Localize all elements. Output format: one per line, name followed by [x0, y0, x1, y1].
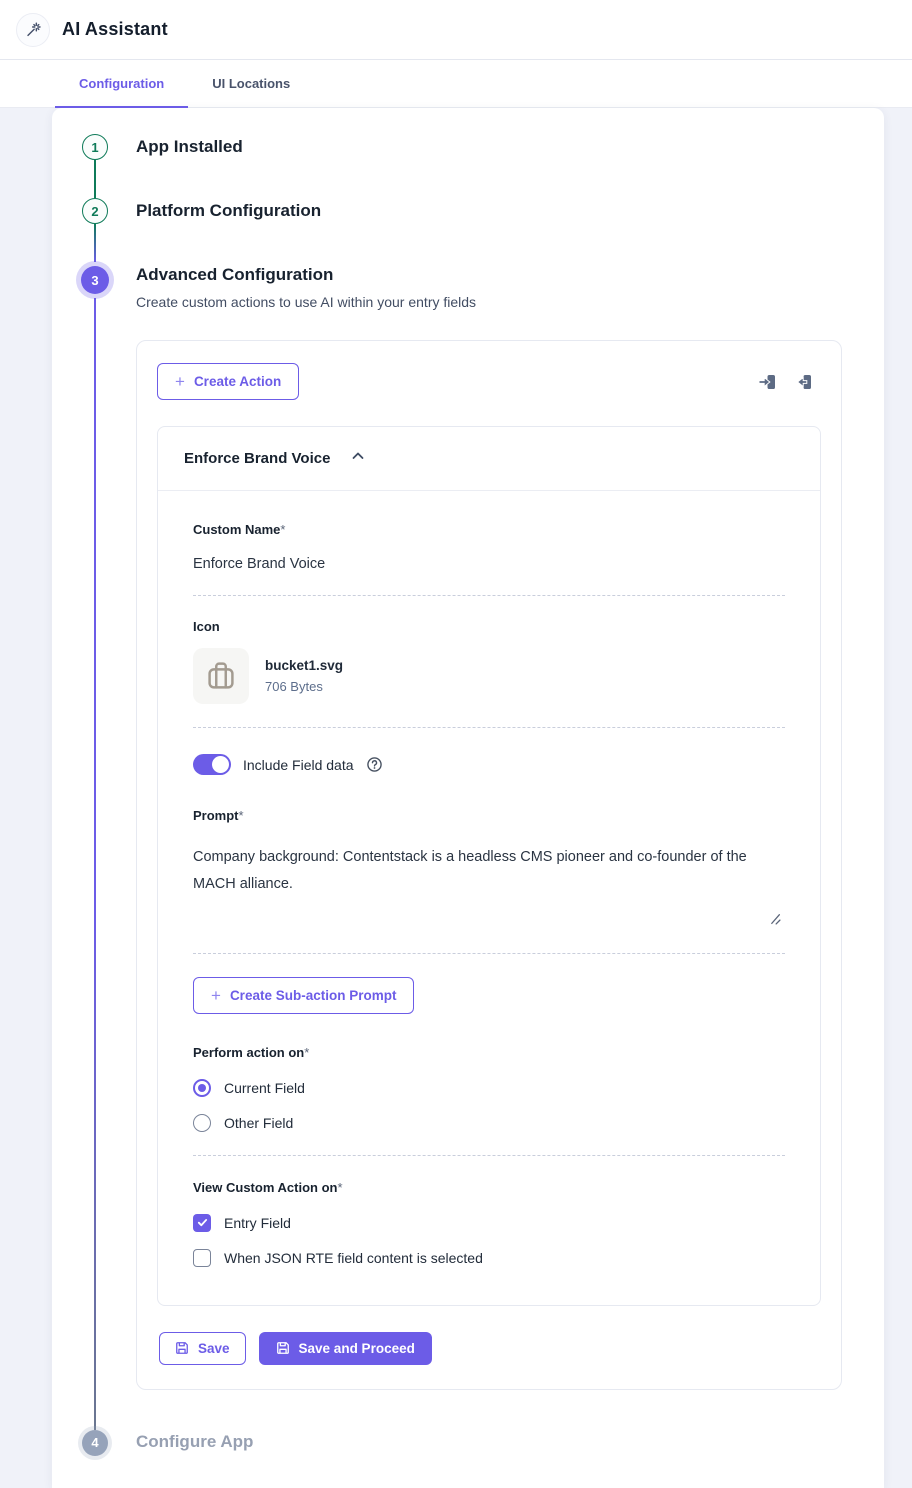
- step-4-rail: [78, 1430, 112, 1458]
- required-mark: *: [238, 808, 244, 823]
- tab-bar: [0, 60, 912, 108]
- step-connector: [94, 224, 96, 262]
- radio-unselected-icon[interactable]: [193, 1114, 211, 1132]
- step-3-subtitle: Create custom actions to use AI within your entry fields: [136, 294, 477, 310]
- step-2-title: Platform Configuration: [136, 201, 322, 220]
- include-field-data-toggle[interactable]: [193, 754, 231, 775]
- checkbox-checked-icon[interactable]: [193, 1214, 211, 1232]
- export-icon[interactable]: [757, 372, 777, 392]
- perform-action-on-group: [193, 1044, 785, 1132]
- plus-icon: +: [175, 372, 185, 391]
- include-field-data-label: Include Field data: [243, 756, 354, 773]
- step-configure-app: [78, 1430, 842, 1458]
- checkbox-entry-field-label: Entry Field: [224, 1214, 291, 1231]
- save-label: Save: [198, 1340, 230, 1356]
- help-icon[interactable]: [366, 756, 383, 773]
- save-icon: [276, 1341, 290, 1355]
- save-actions-row: [157, 1332, 821, 1365]
- step-3-title: Advanced Configuration: [136, 265, 334, 284]
- view-custom-action-on-group: [193, 1179, 785, 1267]
- tab-configuration[interactable]: [55, 60, 188, 107]
- checkbox-unchecked-icon[interactable]: [193, 1249, 211, 1267]
- include-field-data-row: [193, 754, 785, 775]
- step-3-circle: 3: [81, 266, 109, 294]
- accordion-header[interactable]: [158, 427, 820, 491]
- step-3-rail: [78, 262, 112, 1430]
- step-2-rail: [78, 198, 112, 262]
- radio-current-field-label: Current Field: [224, 1079, 305, 1096]
- icon-field: [193, 619, 785, 704]
- step-platform-configuration: [78, 198, 842, 262]
- tab-configuration-label: Configuration: [79, 76, 165, 91]
- custom-name-label: Custom Name: [193, 522, 281, 537]
- accordion-title: Enforce Brand Voice: [184, 450, 331, 467]
- step-connector: [94, 160, 96, 198]
- required-mark: *: [280, 522, 286, 537]
- prompt-label: Prompt: [193, 808, 239, 823]
- create-subaction-prompt-label: Create Sub-action Prompt: [229, 987, 397, 1003]
- magic-wand-icon: [16, 13, 50, 47]
- save-icon: [175, 1341, 189, 1355]
- step-advanced-configuration: [78, 262, 842, 1430]
- step-1-circle: 1: [82, 134, 108, 160]
- checkbox-json-rte[interactable]: [193, 1249, 785, 1267]
- required-mark: *: [304, 1044, 310, 1060]
- divider: [193, 1155, 785, 1156]
- radio-current-field[interactable]: [193, 1079, 785, 1097]
- prompt-textarea[interactable]: Company background: Contentstack is a headless CMS pioneer and co-founder of the MACH alliance.: [193, 849, 747, 892]
- icon-file-name: bucket1.svg: [265, 658, 344, 673]
- save-and-proceed-label: Save and Proceed: [298, 1340, 415, 1356]
- view-custom-action-on-label: View Custom Action on: [193, 1179, 338, 1195]
- required-mark: *: [337, 1179, 343, 1195]
- plus-icon: +: [211, 985, 221, 1005]
- custom-actions-panel: [136, 340, 842, 1390]
- briefcase-icon[interactable]: [193, 648, 249, 704]
- step-app-installed: [78, 134, 842, 198]
- radio-selected-icon[interactable]: [193, 1079, 211, 1097]
- import-icon[interactable]: [793, 372, 813, 392]
- save-button[interactable]: [159, 1332, 246, 1365]
- resize-handle-icon[interactable]: [768, 912, 781, 930]
- step-1-title: App Installed: [136, 137, 243, 156]
- save-and-proceed-button[interactable]: [259, 1332, 432, 1365]
- icon-file-size: 706 Bytes: [265, 679, 323, 694]
- icon-label: Icon: [193, 619, 220, 634]
- tab-ui-locations-label: UI Locations: [212, 76, 291, 91]
- custom-name-input[interactable]: Enforce Brand Voice: [193, 556, 326, 572]
- create-action-button[interactable]: [157, 363, 299, 400]
- step-4-circle: 4: [82, 1430, 108, 1456]
- chevron-up-icon: [350, 448, 366, 469]
- divider: [193, 953, 785, 954]
- divider: [193, 595, 785, 596]
- app-header: [0, 0, 912, 60]
- checkbox-entry-field[interactable]: [193, 1214, 785, 1232]
- create-subaction-prompt-button[interactable]: [193, 977, 414, 1014]
- perform-action-on-label: Perform action on: [193, 1044, 305, 1060]
- toggle-knob: [212, 756, 229, 773]
- step-connector: [94, 298, 96, 1430]
- checkbox-json-rte-label: When JSON RTE field content is selected: [224, 1249, 483, 1266]
- step-1-rail: [78, 134, 112, 198]
- prompt-field: [193, 807, 785, 930]
- radio-other-field[interactable]: [193, 1114, 785, 1132]
- tab-ui-locations[interactable]: [188, 60, 314, 107]
- radio-other-field-label: Other Field: [224, 1114, 294, 1131]
- step-4-title: Configure App: [136, 1431, 254, 1451]
- create-action-label: Create Action: [193, 374, 282, 389]
- custom-name-field: [193, 521, 785, 572]
- page-title: AI Assistant: [62, 19, 168, 39]
- divider: [193, 727, 785, 728]
- configuration-card: [52, 108, 884, 1488]
- step-2-circle: 2: [82, 198, 108, 224]
- action-accordion: [157, 426, 821, 1306]
